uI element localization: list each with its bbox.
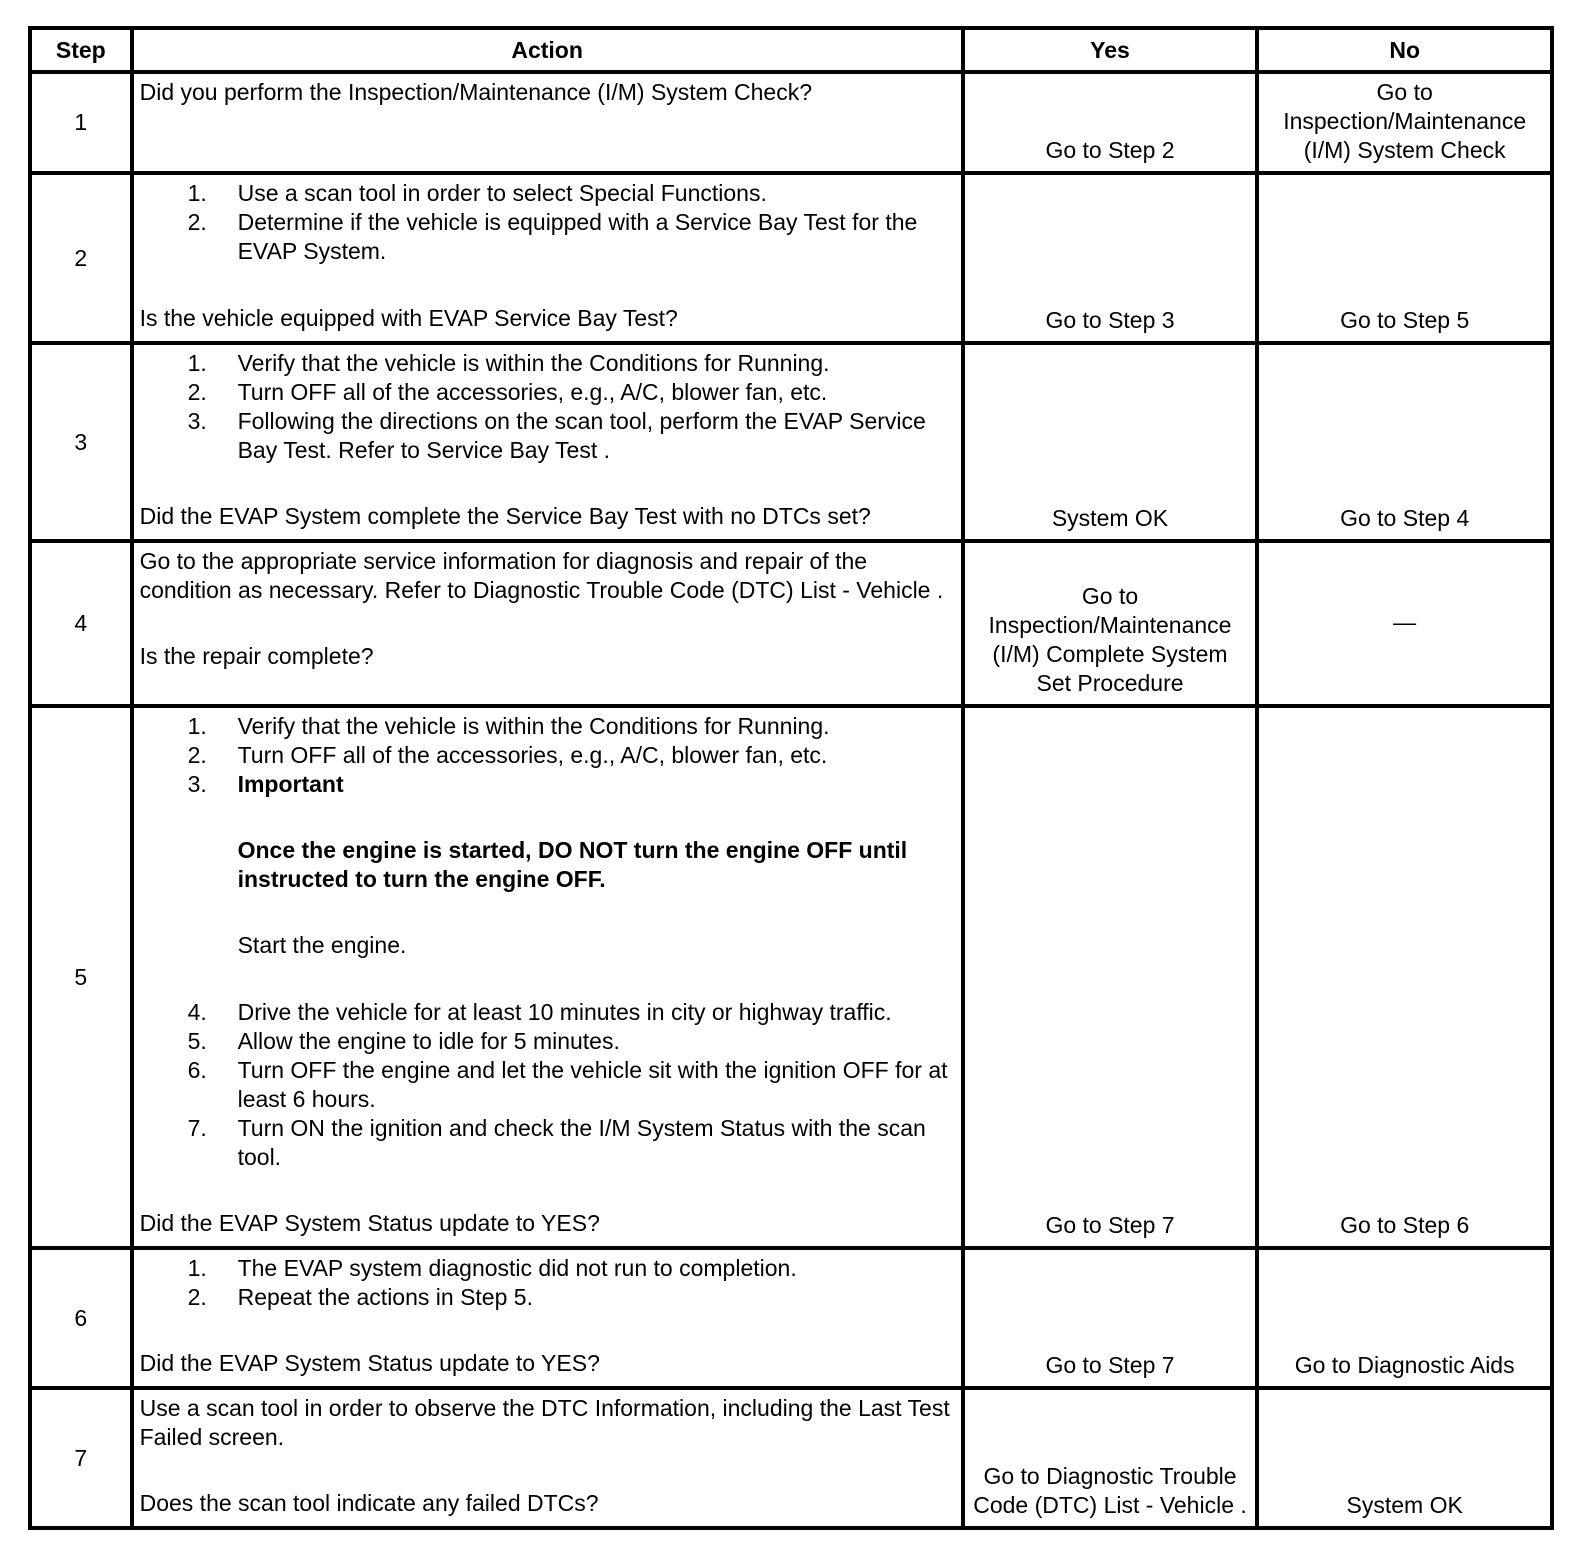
list-item: 7. Turn ON the ignition and check the I/M System Status with the scan tool.	[187, 1115, 926, 1170]
action-steps-list	[140, 712, 955, 960]
list-item: 4. Drive the vehicle for at least 10 minutes in city or highway traffic.	[187, 999, 892, 1025]
action-cell	[132, 343, 963, 541]
no-result: Go to Step 6	[1257, 706, 1552, 1248]
no-result: Go to Step 5	[1257, 173, 1552, 343]
no-result: System OK	[1257, 1388, 1552, 1528]
step-number: 4	[30, 541, 132, 706]
table-row	[30, 343, 1552, 541]
table-row	[30, 1248, 1552, 1388]
step-number: 5	[30, 706, 132, 1248]
no-result: Go to Inspection/Maintenance (I/M) System Check	[1257, 72, 1552, 173]
action-cell	[132, 541, 963, 706]
list-item: 3. Important Once the engine is started, DO NOT turn the engine OFF until instructed to turn the engine OFF. Start the engine.	[140, 770, 955, 960]
table-row	[30, 72, 1552, 173]
list-item: 5. Allow the engine to idle for 5 minutes.	[187, 1028, 620, 1054]
table-row	[30, 541, 1552, 706]
header-action: Action	[132, 28, 963, 72]
yes-result: Go to Inspection/Maintenance (I/M) Complete System Set Procedure	[963, 541, 1258, 706]
list-item: 1. Use a scan tool in order to select Special Functions.	[187, 180, 767, 206]
list-item: 2. Turn OFF all of the accessories, e.g., A/C, blower fan, etc.	[187, 379, 828, 405]
list-item: 1. The EVAP system diagnostic did not run to completion.	[187, 1255, 797, 1281]
list-item: 1. Verify that the vehicle is within the Conditions for Running.	[187, 713, 830, 739]
action-cell	[132, 706, 963, 1248]
action-text: Go to the appropriate service information for diagnosis and repair of the condition as necessary. Refer to Diagnostic Trouble Code (DTC) List - Vehicle .	[139, 548, 944, 603]
no-result: Go to Diagnostic Aids	[1257, 1248, 1552, 1388]
header-yes: Yes	[963, 28, 1258, 72]
yes-result: System OK	[963, 343, 1258, 541]
action-cell	[132, 1388, 963, 1528]
step-number: 7	[30, 1388, 132, 1528]
action-question: Did the EVAP System complete the Service Bay Test with no DTCs set?	[139, 503, 871, 529]
list-item: 2. Repeat the actions in Step 5.	[187, 1284, 533, 1310]
start-engine-text: Start the engine.	[237, 932, 407, 958]
table-row	[30, 173, 1552, 343]
action-text: Did you perform the Inspection/Maintenance (I/M) System Check?	[139, 79, 812, 105]
action-cell	[132, 72, 963, 173]
list-item: 6. Turn OFF the engine and let the vehicle sit with the ignition OFF for at least 6 hours.	[187, 1057, 948, 1112]
action-question: Did the EVAP System Status update to YES?	[139, 1210, 600, 1236]
list-item: 2. Determine if the vehicle is equipped with a Service Bay Test for the EVAP System.	[187, 209, 918, 264]
no-result: Go to Step 4	[1257, 343, 1552, 541]
action-question: Is the vehicle equipped with EVAP Service Bay Test?	[139, 305, 678, 331]
important-label: Important	[237, 771, 344, 797]
step-number: 2	[30, 173, 132, 343]
step-number: 1	[30, 72, 132, 173]
step-number: 3	[30, 343, 132, 541]
yes-result: Go to Step 3	[963, 173, 1258, 343]
step-number: 6	[30, 1248, 132, 1388]
table-row	[30, 1388, 1552, 1528]
yes-result: Go to Diagnostic Trouble Code (DTC) List - Vehicle .	[963, 1388, 1258, 1528]
yes-result: Go to Step 7	[963, 706, 1258, 1248]
action-steps-list	[140, 349, 955, 465]
no-result: —	[1257, 541, 1552, 706]
action-question: Does the scan tool indicate any failed DTCs?	[139, 1490, 599, 1516]
action-steps-list	[140, 179, 955, 266]
list-item: 2. Turn OFF all of the accessories, e.g., A/C, blower fan, etc.	[187, 742, 828, 768]
yes-result: Go to Step 2	[963, 72, 1258, 173]
header-row	[30, 28, 1552, 72]
action-text: Use a scan tool in order to observe the DTC Information, including the Last Test Failed screen.	[139, 1395, 950, 1450]
action-question: Did the EVAP System Status update to YES?	[139, 1350, 600, 1376]
header-no: No	[1257, 28, 1552, 72]
list-item: 3. Following the directions on the scan tool, perform the EVAP Service Bay Test. Refer to Service Bay Test .	[187, 408, 926, 463]
table-row	[30, 706, 1552, 1248]
action-steps-list	[140, 998, 955, 1172]
list-item: 1. Verify that the vehicle is within the Conditions for Running.	[187, 350, 830, 376]
important-note: Once the engine is started, DO NOT turn the engine OFF until instructed to turn the engine OFF.	[237, 837, 908, 892]
action-cell	[132, 1248, 963, 1388]
action-cell	[132, 173, 963, 343]
header-step: Step	[30, 28, 132, 72]
action-steps-list	[140, 1254, 955, 1312]
diagnostic-table	[28, 26, 1554, 1530]
yes-result: Go to Step 7	[963, 1248, 1258, 1388]
action-question: Is the repair complete?	[139, 643, 374, 669]
